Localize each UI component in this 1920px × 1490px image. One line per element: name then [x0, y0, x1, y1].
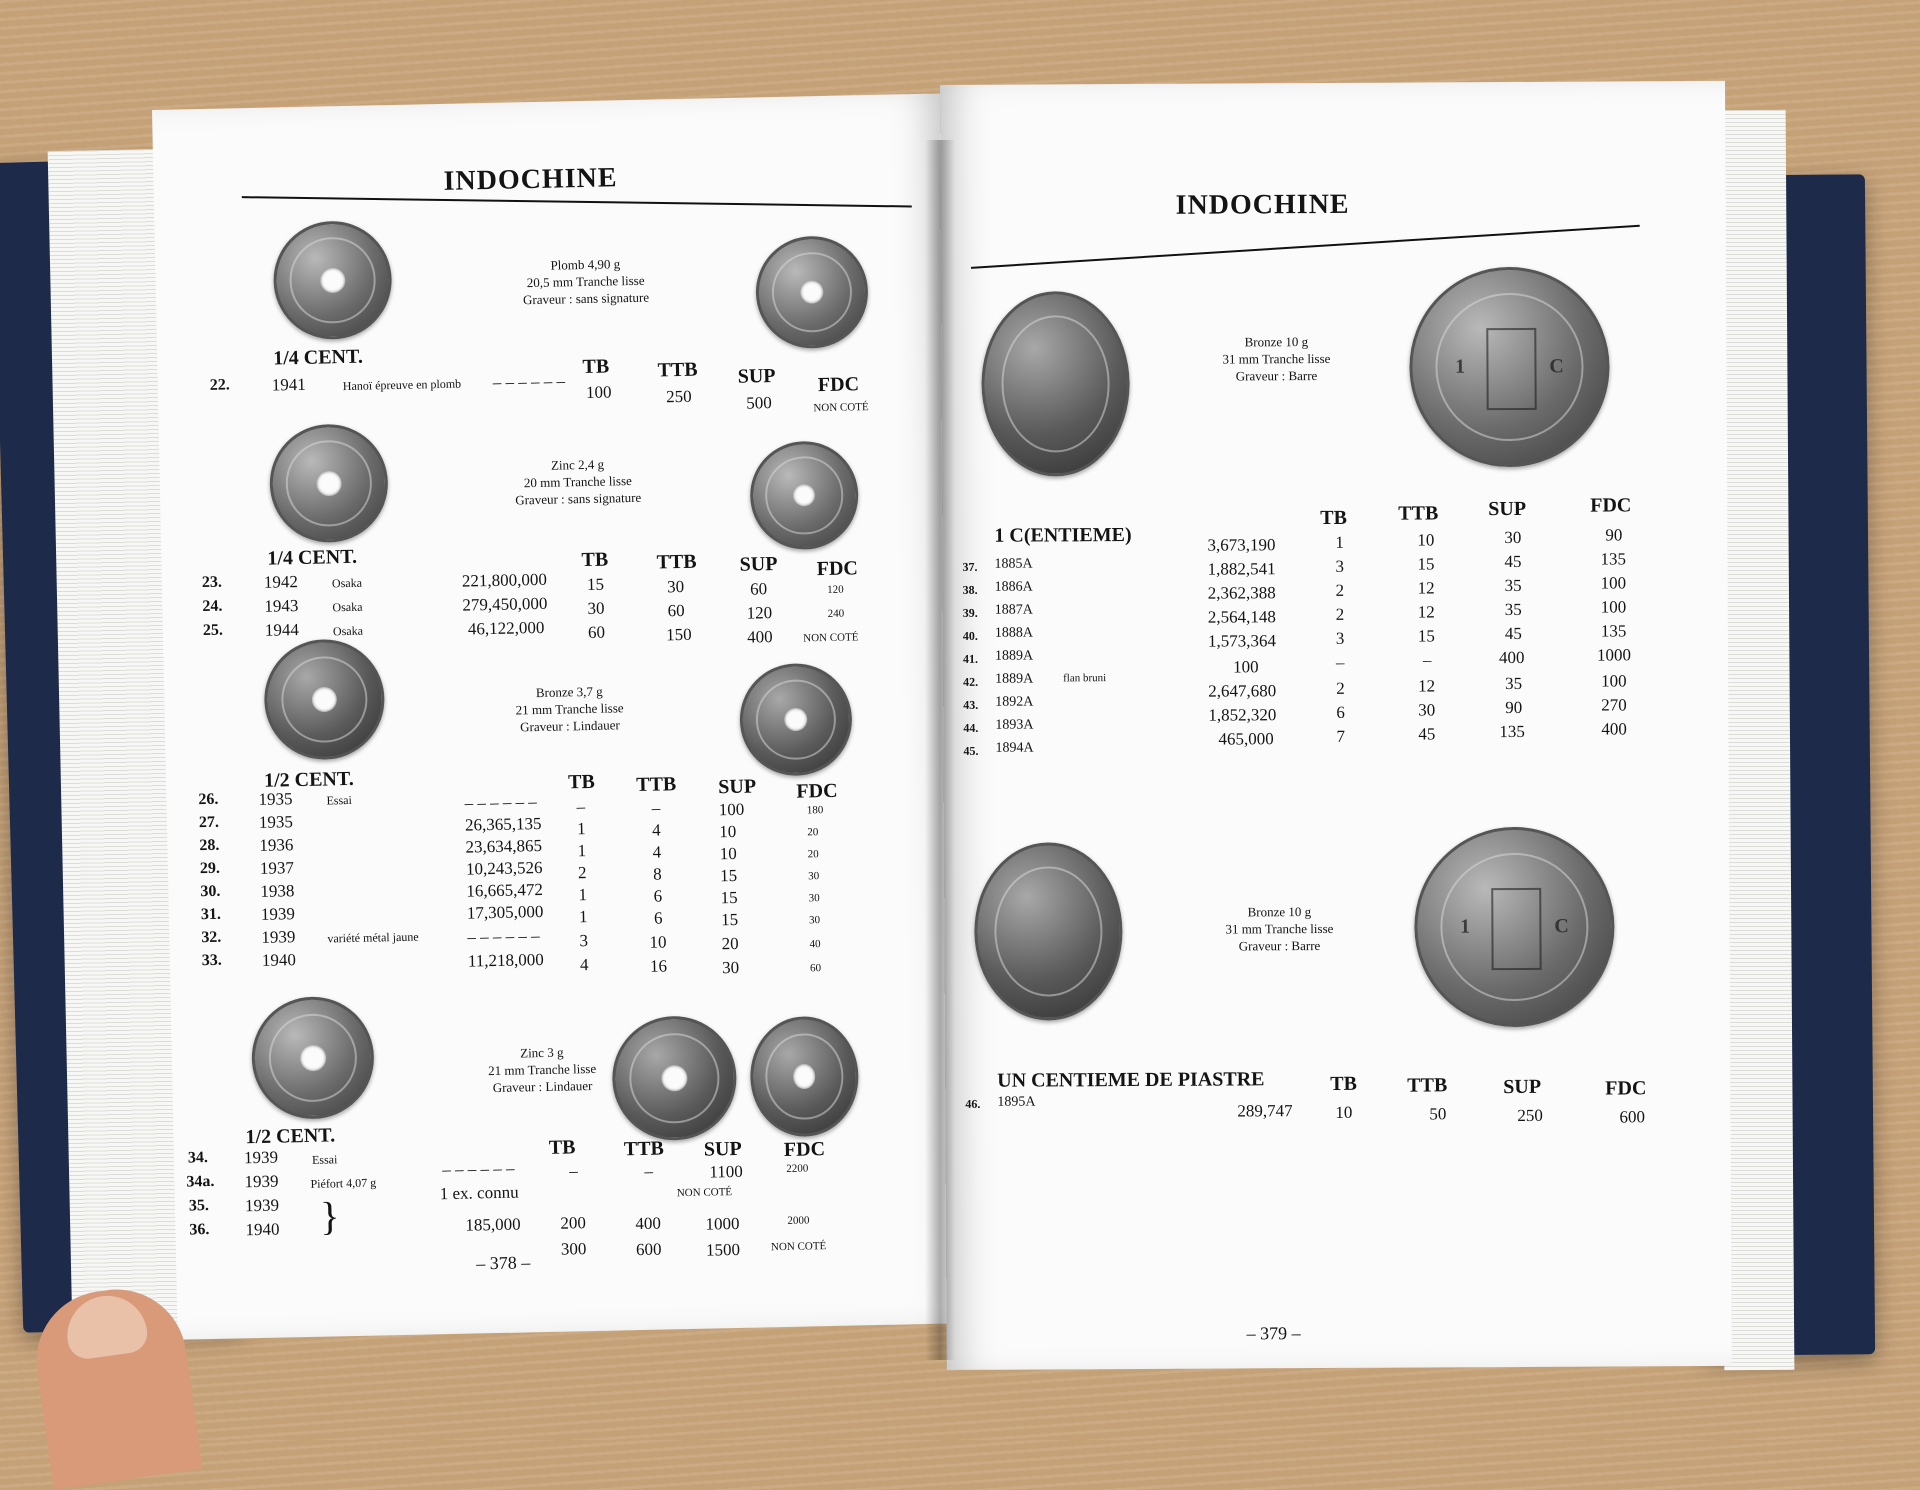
row-mintage: 185,000 [465, 1214, 521, 1235]
row-sup: 20 [721, 933, 739, 954]
row-number: 36. [189, 1221, 210, 1239]
row-mintage: 46,122,000 [467, 617, 545, 639]
row-fdc: 100 [1601, 671, 1627, 691]
coin-image [272, 220, 392, 340]
row-tb: 2 [1336, 678, 1345, 698]
row-sup: 250 [1517, 1105, 1543, 1125]
row-number: 33. [201, 951, 222, 970]
row-ttb: 16 [649, 956, 668, 976]
row-tb: 1 [576, 819, 586, 839]
row-number: 34. [187, 1149, 209, 1167]
coin-glyph: C [1549, 355, 1564, 378]
row-year: 1889A [995, 671, 1034, 687]
row-note: Piéfort 4,07 g [310, 1175, 377, 1191]
row-number: 30. [200, 882, 221, 901]
row-mintage: – – – – – – [492, 371, 566, 392]
coin-glyph: 1 [1455, 355, 1466, 378]
row-tb: 1 [578, 907, 588, 927]
row-fdc: 100 [1600, 573, 1627, 593]
row-fdc: NON COTÉ [803, 631, 859, 645]
row-tb: 30 [587, 598, 605, 618]
coin-image [269, 423, 389, 543]
col-tb: TB [1330, 1072, 1357, 1095]
row-number: 31. [200, 905, 222, 924]
row-number: 26. [198, 790, 219, 809]
coin-glyph: 1 [1460, 915, 1471, 938]
col-tb: TB [548, 1136, 576, 1159]
col-sup: SUP [737, 365, 776, 388]
row-year: 1892A [995, 694, 1034, 710]
row-mintage: – – – – – – [442, 1158, 515, 1180]
coin-image [749, 440, 859, 550]
row-number: 22. [209, 376, 230, 394]
row-year: 1943 [264, 596, 299, 616]
row-tb: 10 [1335, 1102, 1353, 1122]
row-note: Essai [311, 1152, 338, 1167]
row-note: flan bruni [1063, 672, 1107, 685]
row-sup: 35 [1505, 673, 1523, 694]
row-number: 34a. [186, 1172, 215, 1191]
page-number: – 378 – [476, 1252, 531, 1274]
row-number: 27. [198, 813, 220, 832]
col-tb: TB [567, 770, 596, 794]
row-year: 1936 [259, 835, 294, 855]
row-mintage: 23,634,865 [465, 835, 543, 857]
coin-image [981, 291, 1130, 477]
row-number: 38. [962, 582, 978, 597]
section-label: 1/2 CENT. [263, 767, 354, 792]
row-note: variété métal jaune [327, 929, 419, 946]
row-year: 1937 [259, 858, 295, 878]
row-year: 1886A [994, 579, 1033, 595]
row-sup: 120 [746, 603, 773, 623]
row-ttb: 30 [666, 576, 685, 597]
row-year: 1944 [264, 620, 300, 640]
row-ttb: 12 [1418, 676, 1436, 696]
row-ttb: – [644, 1161, 654, 1181]
row-number: 24. [202, 597, 223, 616]
coin-specs: Plomb 4,90 g 20,5 mm Tranche lisse Graveur : sans signature [522, 256, 650, 308]
row-number: 43. [963, 697, 979, 712]
row-year: 1889A [994, 648, 1034, 664]
row-mintage: 11,218,000 [467, 949, 544, 971]
row-year: 1895A [997, 1094, 1036, 1110]
row-mintage: 100 [1233, 657, 1259, 677]
page-heading: INDOCHINE [1175, 188, 1350, 221]
row-sup: 45 [1504, 623, 1522, 644]
row-ttb: 10 [649, 932, 667, 952]
row-fdc: 180 [806, 804, 824, 817]
row-ttb: 50 [1429, 1104, 1447, 1124]
row-fdc: 400 [1601, 719, 1627, 739]
col-tb: TB [582, 355, 610, 379]
row-fdc: 30 [808, 914, 821, 927]
row-sup: NON COTÉ [676, 1186, 733, 1200]
row-tb: 300 [560, 1239, 587, 1259]
row-fdc: 240 [827, 607, 845, 620]
row-mintage: 279,450,000 [462, 593, 548, 615]
row-tb: 7 [1336, 726, 1345, 746]
row-tb: 200 [560, 1213, 587, 1233]
row-tb: 2 [577, 863, 587, 883]
row-fdc: NON COTÉ [770, 1240, 827, 1254]
coin-image [1409, 266, 1610, 467]
row-tb: 6 [1336, 702, 1345, 722]
row-sup: 35 [1504, 575, 1522, 596]
row-ttb: 12 [1417, 602, 1435, 622]
row-fdc: 100 [1600, 597, 1627, 617]
row-fdc: NON COTÉ [813, 401, 869, 415]
header-rule [242, 196, 912, 207]
row-sup: 15 [719, 865, 738, 886]
col-fdc: FDC [817, 373, 860, 397]
coin-image [1414, 826, 1615, 1027]
section-label: 1/4 CENT. [273, 345, 364, 370]
col-sup: SUP [1503, 1075, 1542, 1099]
row-ttb: 15 [1417, 626, 1435, 646]
row-mintage: 1,882,541 [1207, 559, 1276, 579]
col-fdc: FDC [1605, 1077, 1647, 1100]
coin-specs: Bronze 3,7 g 21 mm Tranche lisse Graveur : Lindauer [515, 683, 624, 735]
row-sup: 10 [719, 843, 737, 864]
col-sup: SUP [718, 775, 757, 799]
row-sup: 1000 [705, 1213, 740, 1234]
row-fdc: 120 [827, 583, 844, 596]
row-year: 1940 [261, 950, 297, 970]
row-tb: 100 [585, 382, 612, 402]
row-year: 1939 [243, 1147, 279, 1168]
col-fdc: FDC [783, 1138, 826, 1161]
coin-image [974, 842, 1123, 1021]
row-ttb: 250 [665, 386, 692, 407]
row-mintage: 1,573,364 [1207, 631, 1276, 651]
row-fdc: 135 [1600, 621, 1627, 641]
row-tb: 15 [586, 574, 605, 594]
row-number: 39. [962, 605, 978, 620]
row-tb: 1 [1335, 532, 1344, 552]
row-fdc: 60 [809, 962, 822, 975]
row-fdc: 20 [807, 826, 819, 839]
row-note: Hanoï épreuve en plomb [342, 376, 462, 394]
col-ttb: TTB [1407, 1074, 1448, 1097]
row-tb: 3 [1335, 556, 1345, 576]
row-ttb: 10 [1417, 530, 1435, 550]
col-fdc: FDC [816, 557, 859, 581]
row-number: 25. [202, 621, 224, 640]
row-fdc: 90 [1605, 525, 1623, 545]
col-fdc: FDC [796, 779, 838, 803]
row-tb: – [569, 1161, 579, 1181]
col-tb: TB [1320, 506, 1348, 530]
row-ttb: 150 [665, 624, 692, 645]
row-number: 28. [199, 836, 220, 855]
row-sup: 60 [749, 579, 768, 599]
row-tb: 60 [587, 622, 606, 642]
section-label: 1/4 CENT. [267, 545, 358, 570]
col-sup: SUP [703, 1137, 742, 1161]
row-fdc: 600 [1619, 1107, 1645, 1127]
row-ttb: – [1422, 650, 1432, 670]
col-tb: TB [581, 548, 609, 572]
coin-image [251, 996, 376, 1121]
coin-specs: Zinc 3 g 21 mm Tranche lisse Graveur : Lindauer [488, 1044, 597, 1096]
row-mintage: 1 ex. connu [439, 1182, 519, 1204]
row-number: 42. [963, 674, 979, 689]
row-ttb: 4 [651, 820, 661, 840]
row-sup: 45 [1504, 551, 1522, 572]
coin-image [755, 235, 869, 349]
row-year: 1887A [994, 602, 1033, 618]
row-mintage: 3,673,190 [1207, 535, 1276, 555]
row-year: 1935 [258, 789, 293, 809]
row-tb: 3 [579, 931, 589, 951]
row-mintage: – – – – – – [464, 792, 538, 813]
row-mintage: 26,365,135 [464, 814, 542, 835]
row-sup: 100 [718, 799, 745, 820]
col-ttb: TTB [1398, 502, 1439, 525]
row-tb: 1 [578, 885, 588, 905]
coin-glyph: C [1554, 915, 1569, 938]
row-sup: 30 [721, 957, 740, 978]
row-mintage: 10,243,526 [465, 857, 543, 879]
row-ttb: 15 [1417, 554, 1435, 574]
coin-specs: Bronze 10 g 31 mm Tranche lisse Graveur : Barre [1225, 904, 1334, 954]
row-number: 35. [188, 1197, 210, 1215]
coin-image [263, 638, 385, 760]
row-ttb: 6 [653, 886, 663, 906]
col-ttb: TTB [636, 773, 677, 797]
section-label: 1/2 CENT. [245, 1124, 336, 1149]
row-mintage: 465,000 [1218, 729, 1274, 749]
row-number: 44. [963, 720, 979, 735]
row-sup: 15 [720, 887, 738, 908]
row-note: Osaka [332, 623, 364, 639]
page-number: – 379 – [1246, 1323, 1301, 1344]
row-tb: – [1335, 652, 1345, 672]
row-sup: 1500 [705, 1239, 741, 1260]
coin-image [749, 1015, 859, 1137]
col-ttb: TTB [623, 1137, 665, 1161]
row-sup: 135 [1499, 721, 1525, 742]
row-year: 1940 [245, 1219, 280, 1240]
row-ttb: 6 [653, 908, 663, 928]
row-mintage: 289,747 [1237, 1101, 1293, 1121]
row-sup: 400 [1498, 647, 1525, 668]
row-year: 1894A [995, 740, 1034, 756]
brace-symbol: } [319, 1193, 340, 1239]
col-sup: SUP [739, 553, 778, 576]
row-year: 1942 [263, 572, 299, 592]
row-tb: 2 [1335, 604, 1345, 624]
row-mintage: 221,800,000 [461, 569, 548, 591]
row-number: 23. [201, 573, 223, 592]
row-year: 1888A [994, 625, 1034, 641]
row-tb: – [576, 797, 586, 817]
row-number: 46. [965, 1096, 981, 1111]
left-page [152, 93, 968, 1339]
row-number: 29. [199, 859, 221, 878]
row-mintage: 2,564,148 [1207, 607, 1276, 627]
row-fdc: 30 [808, 870, 820, 883]
row-mintage: 2,362,388 [1207, 583, 1276, 603]
coin-image [739, 662, 853, 776]
row-mintage: – – – – – – [467, 926, 540, 947]
row-note: Essai [326, 792, 352, 808]
row-fdc: 2200 [786, 1162, 809, 1175]
section-label: 1 C(ENTIEME) [994, 524, 1132, 547]
book-gutter [925, 140, 955, 1360]
row-fdc: 1000 [1596, 645, 1632, 665]
row-mintage: 17,305,000 [466, 901, 544, 923]
row-fdc: 135 [1600, 549, 1627, 569]
row-ttb: 4 [652, 842, 662, 862]
row-tb: 3 [1335, 628, 1345, 648]
right-page [940, 81, 1732, 1370]
row-sup: 500 [746, 393, 772, 413]
coin-specs: Zinc 2,4 g 20 mm Tranche lisse Graveur : sans signature [515, 456, 642, 508]
row-year: 1893A [995, 717, 1034, 733]
page-heading: INDOCHINE [443, 162, 618, 197]
row-year: 1939 [260, 904, 296, 924]
row-year: 1941 [271, 374, 306, 395]
row-number: 40. [962, 628, 978, 643]
row-sup: 1100 [709, 1161, 743, 1182]
row-ttb: 12 [1417, 578, 1435, 598]
row-fdc: 30 [808, 892, 820, 905]
row-sup: 400 [746, 627, 773, 647]
row-sup: 15 [720, 909, 739, 930]
row-ttb: 45 [1418, 724, 1436, 744]
col-ttb: TTB [656, 550, 697, 574]
row-ttb: 60 [667, 600, 685, 621]
row-fdc: 2000 [787, 1214, 810, 1227]
row-ttb: 30 [1418, 700, 1436, 720]
row-ttb: 600 [635, 1239, 662, 1260]
col-ttb: TTB [657, 358, 698, 382]
row-year: 1885A [994, 556, 1033, 572]
section-label: UN CENTIEME DE PIASTRE [997, 1068, 1265, 1092]
row-fdc: 270 [1601, 695, 1627, 715]
row-number: 45. [963, 743, 979, 758]
row-sup: 30 [1504, 527, 1522, 548]
row-sup: 10 [719, 821, 737, 842]
row-tb: 1 [577, 841, 587, 861]
col-sup: SUP [1488, 497, 1527, 521]
row-number: 32. [201, 928, 222, 947]
row-fdc: 40 [809, 938, 821, 951]
row-number: 41. [962, 651, 979, 666]
row-ttb: 8 [652, 864, 662, 884]
row-ttb: – [651, 798, 661, 818]
row-note: Osaka [332, 599, 363, 615]
col-fdc: FDC [1590, 494, 1632, 517]
row-number: 37. [962, 559, 978, 574]
row-year: 1938 [260, 881, 295, 901]
row-mintage: 1,852,320 [1208, 705, 1277, 725]
row-ttb: 400 [635, 1213, 662, 1234]
header-rule [971, 225, 1640, 269]
row-note: Osaka [331, 575, 363, 591]
row-year: 1935 [258, 812, 294, 832]
row-fdc: 20 [807, 848, 819, 861]
row-year: 1939 [244, 1195, 280, 1216]
row-sup: 35 [1504, 599, 1522, 620]
coin-specs: Bronze 10 g 31 mm Tranche lisse Graveur : Barre [1222, 334, 1331, 384]
row-tb: 2 [1335, 580, 1345, 600]
row-sup: 90 [1505, 697, 1523, 718]
row-year: 1939 [244, 1171, 279, 1192]
row-tb: 4 [579, 955, 589, 975]
row-mintage: 16,665,472 [466, 879, 544, 901]
row-year: 1939 [261, 927, 296, 947]
row-mintage: 2,647,680 [1208, 681, 1277, 701]
